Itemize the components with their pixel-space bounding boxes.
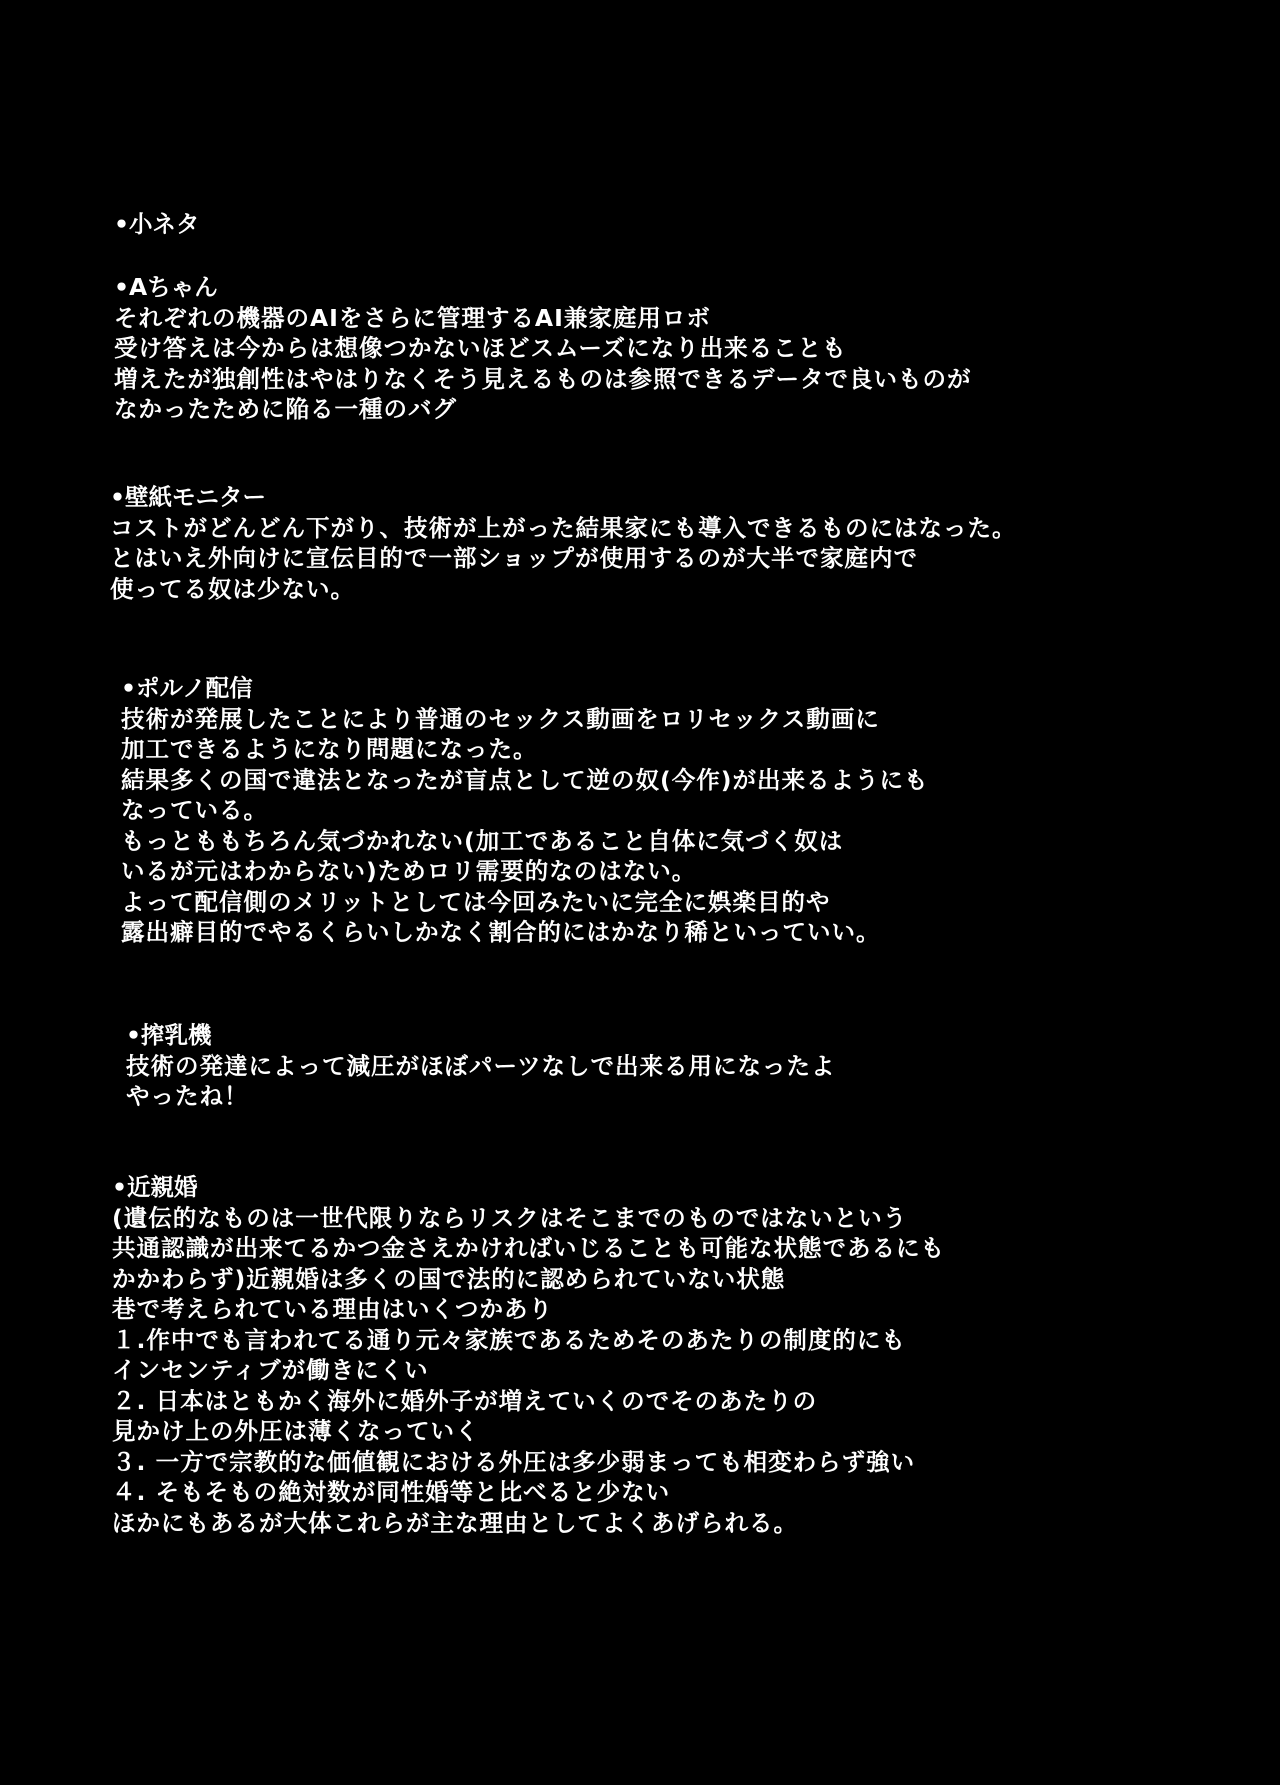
- text-line: インセンティブが働きにくい: [112, 1356, 429, 1384]
- text-line: なっている。: [121, 796, 268, 824]
- text-line: 使ってる奴は少ない。: [110, 574, 355, 603]
- intro-heading: •小ネタ: [114, 210, 200, 238]
- section-wallpaper-monitor: [110, 482, 1017, 604]
- text-line: ４. そもそもの絶対数が同性婚等と比べると少ない: [112, 1478, 671, 1506]
- text-line: 技術が発展したことにより普通のセックス動画をロリセックス動画に: [121, 704, 880, 733]
- intro-section: [114, 209, 200, 240]
- text-line: 巷で考えられている理由はいくつかあり: [112, 1295, 553, 1323]
- text-line: 露出癖目的でやるくらいしかなく割合的にはかなり稀といっていい。: [121, 918, 881, 946]
- text-line: ２. 日本はともかく海外に婚外子が増えていくのでそのあたりの: [112, 1386, 818, 1415]
- text-line: もっとももちろん気づかれない(加工であること自体に気づく奴は: [121, 826, 844, 855]
- text-line: 増えたが独創性はやはりなくそう見えるものは参照できるデータで良いものが: [114, 364, 972, 393]
- text-line: 共通認識が出来てるかつ金さえかければいじることも可能な状態であるにも: [112, 1234, 945, 1262]
- text-line: １.作中でも言われてる通り元々家族であるためそのあたりの制度的にも: [112, 1325, 906, 1354]
- text-line: かかわらず)近親婚は多くの国で法的に認められていない状態: [112, 1264, 786, 1293]
- text-line: コストがどんどん下がり、技術が上がった結果家にも導入できるものにはなった。: [110, 513, 1017, 542]
- text-line: やったね！: [126, 1082, 249, 1110]
- text-line: ほかにもあるが大体これらが主な理由としてよくあげられる。: [112, 1508, 798, 1537]
- section-heading: •壁紙モニター: [110, 483, 267, 511]
- section-heading: •Aちゃん: [114, 273, 218, 301]
- section-heading: •搾乳機: [126, 1021, 212, 1049]
- section-milking-machine: [126, 1020, 836, 1112]
- section-heading: •ポルノ配信: [121, 674, 253, 702]
- text-line: 技術の発達によって減圧がほぼパーツなしで出来る用になったよ: [126, 1051, 836, 1080]
- section-streaming: [121, 673, 928, 948]
- text-line: 結果多くの国で違法となったが盲点として逆の奴(今作)が出来るようにも: [121, 765, 929, 794]
- section-consanguineous-marriage: [112, 1172, 945, 1538]
- text-line: ３. 一方で宗教的な価値観における外圧は多少弱まっても相変わらず強い: [112, 1447, 916, 1476]
- text-line: いるが元はわからない)ためロリ需要的なのはない。: [121, 857, 697, 885]
- section-heading: •近親婚: [112, 1173, 198, 1201]
- text-line: (遺伝的なものは一世代限りならリスクはそこまでのものではないという: [112, 1203, 908, 1232]
- section-a-chan: [114, 272, 972, 425]
- text-line: よって配信側のメリットとしては今回みたいに完全に娯楽目的や: [121, 887, 831, 916]
- text-line: 見かけ上の外圧は薄くなっていく: [112, 1417, 480, 1445]
- text-line: とはいえ外向けに宣伝目的で一部ショップが使用するのが大半で家庭内で: [110, 544, 919, 572]
- text-line: なかったために陥る一種のバグ: [114, 395, 457, 423]
- text-line: 加工できるようになり問題になった。: [121, 735, 538, 763]
- text-line: 受け答えは今からは想像つかないほどスムーズになり出来ることも: [114, 334, 847, 362]
- text-line: それぞれの機器のAIをさらに管理するAI兼家庭用ロボ: [114, 303, 711, 332]
